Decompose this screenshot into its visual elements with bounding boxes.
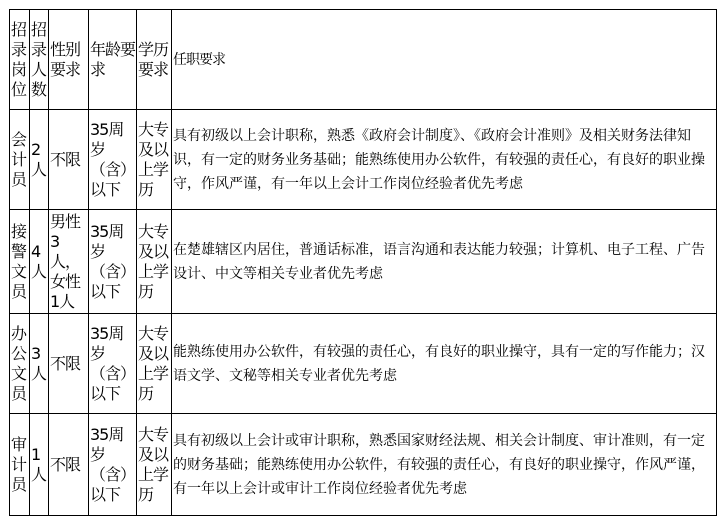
cell-count: 1人: [30, 414, 49, 516]
table-row: [10, 110, 717, 210]
cell-requirements: 具有初级以上会计职称，熟悉《政府会计制度》、《政府会计准则》及相关财务法律知识，有一定的财务业务基础；能熟练使用办公软件，有较强的责任心，有良好的职业操守，作风严谨，有一年以上会计工作岗位经验者优先考虑: [172, 110, 717, 210]
cell-gender: 不限: [49, 414, 89, 516]
cell-position: 办公文员: [10, 314, 30, 414]
cell-education: 大专及以上学历: [137, 110, 172, 210]
cell-education: 大专及以上学历: [137, 414, 172, 516]
header-age: 年龄要求: [89, 10, 137, 110]
header-education: 学历要求: [137, 10, 172, 110]
cell-gender: 男性3人，女性1人: [49, 210, 89, 314]
cell-age: 35周岁（含）以下: [89, 314, 137, 414]
cell-count: 2人: [30, 110, 49, 210]
header-position: 招录岗位: [10, 10, 30, 110]
cell-education: 大专及以上学历: [137, 314, 172, 414]
cell-position: 接警文员: [10, 210, 30, 314]
recruitment-table: [9, 9, 717, 516]
cell-age: 35周岁（含）以下: [89, 110, 137, 210]
recruitment-requirements-sheet: [9, 9, 717, 516]
cell-requirements: 在楚雄辖区内居住，普通话标准，语言沟通和表达能力较强；计算机、电子工程、广告设计、中文等相关专业者优先考虑: [172, 210, 717, 314]
table-header-row: [10, 10, 717, 110]
table-row: [10, 314, 717, 414]
cell-count: 4人: [30, 210, 49, 314]
header-gender: 性别要求: [49, 10, 89, 110]
cell-gender: 不限: [49, 110, 89, 210]
cell-age: 35周岁（含）以下: [89, 414, 137, 516]
header-count: 招录人数: [30, 10, 49, 110]
cell-count: 3人: [30, 314, 49, 414]
cell-gender: 不限: [49, 314, 89, 414]
table-row: [10, 414, 717, 516]
cell-position: 会计员: [10, 110, 30, 210]
header-requirements: 任职要求: [172, 10, 717, 110]
cell-position: 审计员: [10, 414, 30, 516]
cell-age: 35周岁（含）以下: [89, 210, 137, 314]
cell-requirements: 具有初级以上会计或审计职称，熟悉国家财经法规、相关会计制度、审计准则，有一定的财务基础；能熟练使用办公软件，有较强的责任心，有良好的职业操守，作风严谨，有一年以上会计或审计工作岗位经验者优先考虑: [172, 414, 717, 516]
cell-education: 大专及以上学历: [137, 210, 172, 314]
cell-requirements: 能熟练使用办公软件，有较强的责任心，有良好的职业操守，具有一定的写作能力；汉语文学、文秘等相关专业者优先考虑: [172, 314, 717, 414]
table-row: [10, 210, 717, 314]
